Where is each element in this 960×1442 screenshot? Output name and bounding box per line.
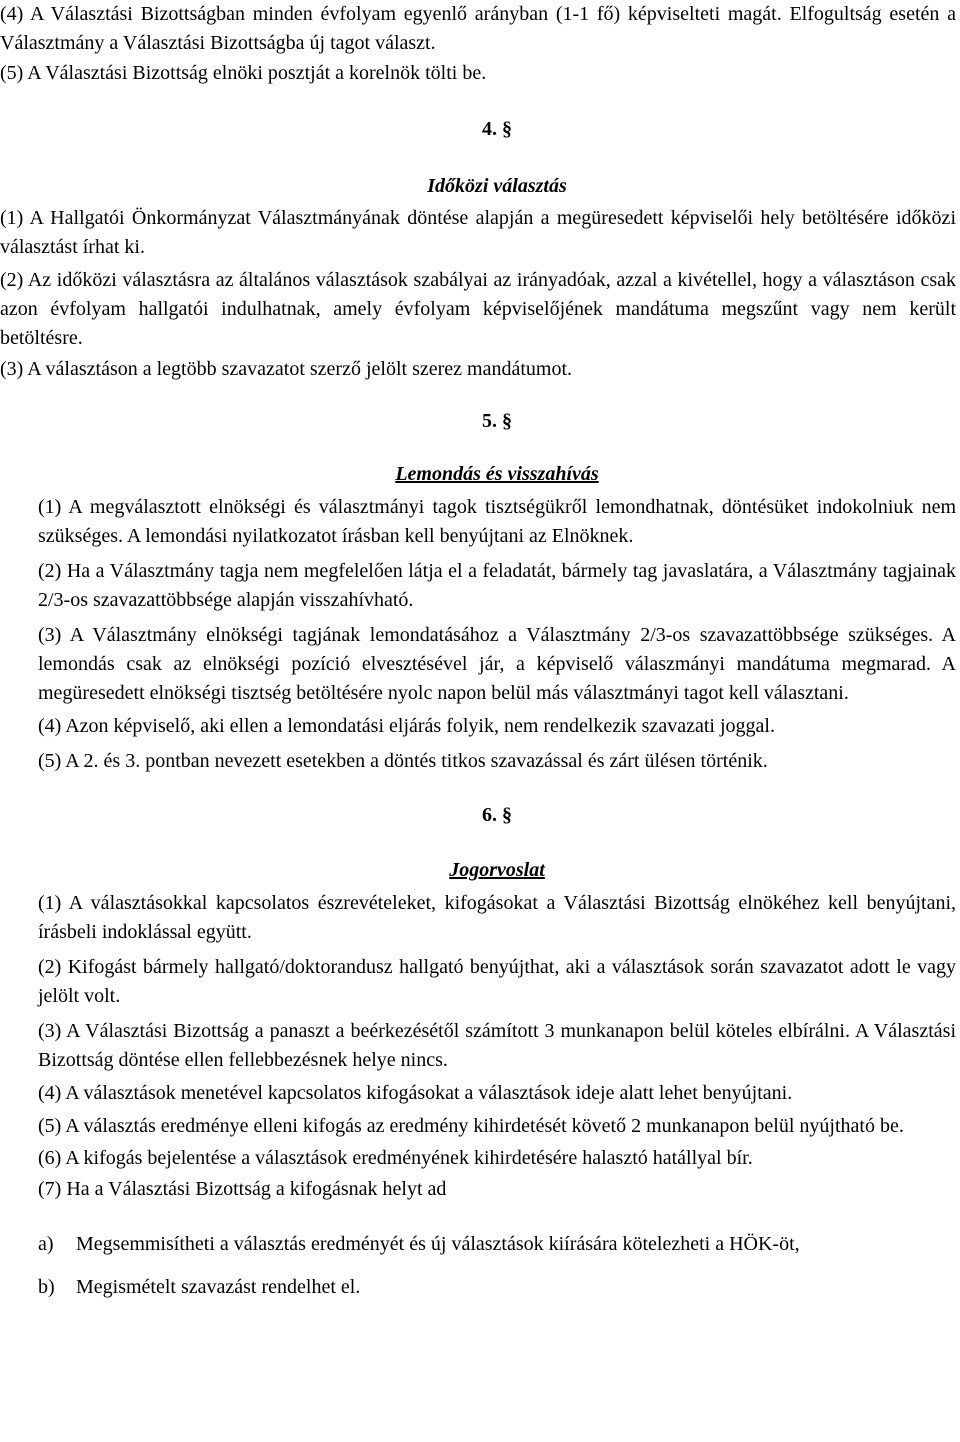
section-5-paragraph-3: (3) A Választmány elnökségi tagjának lemondatásához a Választmány 2/3-os szavazattöbbsége szükséges. A lemondás csak az elnökségi pozíció elvesztésével jár, a képviselő válaszmányi mandátuma megmarad. A megüresedett elnökségi tisztség betöltésére nyolc napon belül más választmányi tagot kell választani. [38,624,956,704]
section-5-paragraph-2: (2) Ha a Választmány tagja nem megfelelően látja el a feladatát, bármely tag javaslatára, a Választmány tagjainak 2/3-os szavazattöbbsége alapján visszahívható. [38,560,956,611]
paragraph-intro-5: (5) A Választási Bizottság elnöki posztját a korelnök tölti be. [0,62,487,84]
section-4-paragraph-2: (2) Az időközi választásra az általános választások szabályai az irányadóak, azzal a kivétellel, hogy a választáson csak azon évfolyam hallgatói indulhatnak, amely évfolyam képviselőjének mandátuma megszűnt vagy nem került betöltésre. [0,269,956,349]
subitem-label: a) [38,1233,54,1255]
section-6-paragraph-2: (2) Kifogást bármely hallgató/doktorandusz hallgató benyújthat, aki a választások során szavazatot adott le vagy jelölt volt. [38,956,956,1007]
section-6-paragraph-3: (3) A Választási Bizottság a panaszt a beérkezésétől számított 3 munkanapon belül köteles elbírálni. A Választási Bizottság döntése ellen fellebbezésnek helye nincs. [38,1020,956,1071]
section-6-subitem-a [38,1230,956,1259]
section-6-paragraph-4: (4) A választások menetével kapcsolatos kifogásokat a választások ideje alatt lehet benyújtani. [38,1082,793,1104]
section-4-number: 4. § [482,118,512,140]
subitem-text: Megsemmisítheti a választás eredményét és új választások kiírására kötelezheti a HÖK-öt, [76,1233,800,1255]
subitem-text: Megismételt szavazást rendelhet el. [76,1276,361,1298]
section-6-paragraph-1: (1) A választásokkal kapcsolatos észrevételeket, kifogásokat a Választási Bizottság elnökéhez kell benyújtani, írásbeli indoklással együtt. [38,892,956,943]
section-6-subitem-b [38,1273,956,1302]
section-5-paragraph-1: (1) A megválasztott elnökségi és választmányi tagok tisztségükről lemondhatnak, döntésüket indokolniuk nem szükséges. A lemondási nyilatkozatot írásban kell benyújtani az Elnöknek. [38,496,956,547]
section-4-paragraph-1: (1) A Hallgatói Önkormányzat Választmányának döntése alapján a megüresedett képviselői hely betöltésére időközi választást írhat ki. [0,207,956,258]
section-6-paragraph-6: (6) A kifogás bejelentése a választások eredményének kihirdetésére halasztó hatállyal bír. [38,1147,753,1169]
section-6-title: Jogorvoslat [449,859,545,881]
section-4-title: Időközi választás [427,175,567,197]
section-5-title: Lemondás és visszahívás [395,463,599,485]
section-5-paragraph-5: (5) A 2. és 3. pontban nevezett esetekben a döntés titkos szavazással és zárt ülésen történik. [38,750,768,772]
section-6-paragraph-5: (5) A választás eredménye elleni kifogás az eredmény kihirdetését követő 2 munkanapon belül nyújtható be. [38,1115,904,1137]
section-6-number: 6. § [482,804,512,826]
subitem-label: b) [38,1276,55,1298]
section-4-paragraph-3: (3) A választáson a legtöbb szavazatot szerző jelölt szerez mandátumot. [0,358,573,380]
section-5-number: 5. § [482,410,512,432]
paragraph-intro-4: (4) A Választási Bizottságban minden évfolyam egyenlő arányban (1-1 fő) képviselteti magát. Elfogultság esetén a Választmány a Választási Bizottságba új tagot választ. [0,3,956,54]
section-5-paragraph-4: (4) Azon képviselő, aki ellen a lemondatási eljárás folyik, nem rendelkezik szavazati joggal. [38,715,775,737]
section-6-paragraph-7: (7) Ha a Választási Bizottság a kifogásnak helyt ad [38,1178,447,1200]
